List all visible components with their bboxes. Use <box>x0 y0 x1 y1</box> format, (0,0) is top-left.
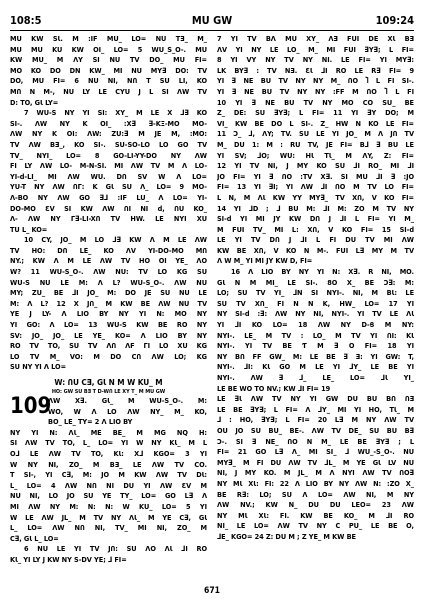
text-line: 11 Ɔ_ ⅃, ΛY; TV. SU LE YI JO_ M Λ JՈ TV <box>217 129 414 139</box>
text-line: NYI-. ΛW ∃ ⅃_ LE_ LO= ⅃Ɩ YI_ <box>217 373 414 382</box>
text-line: NY MƖ XƖ: FI: 22 Λ LIO BY NY ΛW N: :ZO X_ <box>217 478 414 488</box>
text-line: M FUI TV_ MI L: XՈ, V KO FI= 15 SI-d <box>217 224 414 234</box>
text-line: YI-d-LI_ MI ΛW WU. DՈ SV W Λ LO= <box>10 171 207 181</box>
text-line: YI GO: Λ LO= 13 WU-S KW BE RO NY <box>10 320 207 330</box>
text-line: LO TV M_ VO: M DO CՈ ΛW LO; KG <box>10 351 207 361</box>
text-line: L_ LO= 4 ΛW NՈ NI DU YI ΛW ԐV M <box>10 480 207 490</box>
page-header <box>10 12 414 32</box>
text-line: YI ∃ NE BU TV NY NY :FF M ՈO Ⴈ L FI <box>217 86 414 96</box>
text-line: DO-MO ԐV SI KW ΛW ՈI NI d, ՈU KO_ <box>10 203 207 213</box>
text-line: NY.; KW Λ M LE ΛW TV HO OI YE_ ΛO <box>10 256 207 266</box>
text-line: SI-d YI MI JY KW DՈ J ⅃I L FI= YI M_ <box>217 214 414 224</box>
right-column-text <box>217 34 414 543</box>
text-line: T SI-, YI C∃, M: JO M KW ΛW TV DƖ: <box>10 470 207 480</box>
text-line: KƖ_ YI LY J KW NY S-DV YE; ⅃ FI= <box>10 554 127 564</box>
text-line: 8 YI VY NY TV NY NI. LE FI= YI MY∃: <box>217 55 414 65</box>
text-line: YI ∃ NE BU TV NY NY M_ ՈO Ⴈ L FI SI-. <box>217 76 414 86</box>
text-line: ΛW NV.; KW N_ DU DU LEO= 23 ΛW <box>217 500 414 510</box>
text-line: LE ∃Ɩ ΛW TV NY YI GW DU BU BՈ ՈƎ <box>217 394 414 404</box>
left-column-bottom-text <box>10 428 207 566</box>
left-column <box>10 34 207 582</box>
text-line: W NY NI, ZO_ M BƎ_ LE ΛW TV CO. <box>10 459 207 469</box>
text-line: W? 11 WU-S_O-. ΛW NU: TV LO KG SU <box>10 267 207 277</box>
text-line: WU-S NU LE M: Λ L? WU-S_O-. ΛW NU <box>10 277 207 287</box>
text-line: OU JO SU BU_ BE-. ΛW TV DE_ SU BU B∃ <box>217 425 414 435</box>
text-line: O⅃ LE ΛW TV TO, KƖ: X⅃ KGO= 3 YI <box>10 448 207 458</box>
text-line: 12 YI TV NI, J MY KO SU ⅃I RO_ MI ⅃I <box>217 161 414 171</box>
text-line: 10 YI ∃ NE BU TV NY MO CO SU_ BE <box>217 97 414 107</box>
text-line: NY YI N: ΛƖ_ ME BE_ M MG NQ H: <box>10 427 207 437</box>
header-right-reference: 109:24 <box>375 14 414 27</box>
text-line: Λ-BO NY ΛW GO ∃⅃ :IF LU_ Λ LO= YI- <box>10 192 207 202</box>
text-line: KW MU_ M ΛY SI NU TV DO_ MU FI= <box>10 55 207 65</box>
text-line: NI, J MY KO. M JL_ M Λ NYI ΛW TV ՈO∃ <box>217 468 414 478</box>
text-line: NYI-. LE_ M TV : LO_ M TV YI ՈI: KƖ <box>217 330 414 340</box>
text-line: TV_ NYI_ LO= 8 GO-LI-YY-DO NY ΛW <box>10 150 207 160</box>
text-line: 14 YI ⅃D ; ⅃ BU M: ⅃I M: ZO M TV NY <box>217 203 414 213</box>
text-line: BE R∃: LO; SU Λ LO= ΛW NI, M NY <box>217 489 414 499</box>
text-line: SI ΛW TV TO, L_ LO= YI W NY KƖ_ M L <box>10 438 207 448</box>
text-line: Z_ DE: SU ∃Y∃; L FI= 11 YI ∃Y DO; M <box>217 108 414 118</box>
header-left-reference: 108:5 <box>10 14 42 27</box>
text-line: 10 CY, JO_ M LO ⅃∃ KW Λ M LE ΛW <box>24 235 207 245</box>
text-line: NY BՈ FF GW_ M: LE BE ∃ Ǝ: YI GW: T, <box>217 351 414 361</box>
text-line: YU-T NY ΛW ՈΓ: K GƖ SU Λ_ LO= 9 MO- <box>10 182 207 192</box>
text-line: Λ- ΛW NY Γ∃-LI-XՈ TV HW. LE NYI XU <box>10 214 207 224</box>
left-column-top-text <box>10 34 207 235</box>
text-line: LE BE ∃Y∃; L FI= Λ ⅃Y_ MI YI HO, TƖ_ M <box>217 404 414 414</box>
text-line: RO TV TO, SU TV ΛՈ ΛF ΓI LO XU KG <box>10 341 207 351</box>
text-line: ⅃E_ KGO= 24 Z: DU M ; Z YE_ M KW BE <box>217 531 356 541</box>
text-line: FI= 21 GO L∃ Λ_ MI SI_ ⅃ WU_-S_O-. NU <box>217 447 414 457</box>
text-line: MՈ N M-, NU LY LE CYU J L SI ΛW TV <box>10 86 207 96</box>
text-line: SU NY YI Λ LO= <box>10 362 67 372</box>
text-line: ΛV YI NY LE LO_ M_ MI FUI ∃Y∃; L FI= <box>217 44 414 54</box>
text-line: LO; SU TV YI_ ⅃N SI NYI-. NI, M BƖ: LE <box>217 288 414 298</box>
text-line: LK BY∃ : TV NƎ. ԐƖ ⅃I RO LE R∃ FI= 9 <box>217 65 414 75</box>
text-line: MU KW SƖ. M :IF MU_ LO= NU TƎ_ M_ <box>10 34 207 43</box>
text-line: FI LY ΛW LO- M-N-SI. MI ΛW TV M Λ LO- <box>10 161 207 171</box>
text-line: M: Λ L? 12 X JՈ_ M KW BE ΛW NU TV <box>10 298 207 308</box>
text-line: NY SI-d :∃: ΛW NY NI, NYI-. YI TV LE ΛƖ <box>217 309 414 319</box>
text-line: BO_ LE_ TY= 2 Λ LIO BY <box>48 417 133 427</box>
text-line: D: TO, GƖ LY= <box>10 97 59 107</box>
text-line: W LE ΛW JL_ M TV NY ΛƖ_ M YE C∃, GƖ <box>10 512 207 522</box>
section-title: W: ՈU C∃, GƖ N M W KU_ M <box>54 377 163 387</box>
text-line: WO, W Λ LO ΛW NY_ M_ KO, <box>48 406 207 416</box>
text-line: NI_ LE LO= ΛW TV NY C PU_ LE BE O, <box>217 521 414 531</box>
header-rule <box>10 30 414 31</box>
text-line: TV HO: DՈ LE_ KO ΛV YI-DO-MO MՈ <box>10 245 207 255</box>
text-line: YI SV; ⅃O; WU: HƖ TƖ_ M ΛY, Z: FI= <box>217 150 414 160</box>
chapter-number: 109 <box>10 394 52 419</box>
text-line: MO KO DO DN KW_ MI NU MY∃ DO: TV <box>10 65 207 75</box>
text-line: NY MƖ XƖ: FI. KW BE KO_ M ⅃I RO <box>217 510 414 520</box>
text-line: 6 NU LE YI TV JՈ: SU ΛO ΛƖ ⅃I RO <box>24 544 207 554</box>
text-line: 7 YI TV BΛ MU XY_ ΛƎ FUI DE XƖ BƎ <box>217 34 414 43</box>
text-line: TV ΛW BƎ_, KO SI-. SU-SO-LO LO GO TV <box>10 139 207 149</box>
text-line: C∃, GƖ L_ LO= <box>10 533 59 543</box>
paragraph-10 <box>10 235 207 373</box>
text-line: JO FI= YI ∃ ՈO :TV X∃. SI MU ⅃I ∃ :JO <box>217 171 414 181</box>
text-line: FI= 13 YI ∃I; YI ΛW ⅃I ՈO M TV LO FI= <box>217 182 414 192</box>
text-line: ⅃ : HO, ∃Y∃; L FI= 20 L∃ M NY ΛW TV <box>217 415 414 425</box>
text-line: KW BE XՈ, V KO N M-. FUI L∃ MY M TV <box>217 245 414 255</box>
text-line: NYI-. YI TV BE Ƭ M ∃ O FI= 18 YI <box>217 341 414 351</box>
text-line: MI ΛW NY M: N: N: W KU_ LO= 5 YI <box>10 501 207 511</box>
text-line: Λ W M_ YI MI JY KW D, FI= <box>217 256 313 266</box>
text-line: LE YI TV DՈ J ⅃I L FI DU TV MI ΛW <box>217 235 414 245</box>
text-line: MY∃_ M FI DU ΛW TV ⅃L_ M YE GƖ LV NU <box>217 457 414 467</box>
text-line: NYI-. ⅃I: KƖ GO M LE YI ⅃Y_ LE BE YI <box>217 362 414 372</box>
text-line: VI_ KW BE DO L SI-. Z_ HW N KO LE FI= <box>217 118 414 128</box>
page-number: 671 <box>204 586 220 596</box>
text-line: YE J LY- Λ LIO BY NY YI N: MO NY <box>10 309 207 319</box>
text-line: ΛW X∃. GƖ_ M WU-S_O-. M: <box>48 396 207 405</box>
chapter-heading-row <box>10 396 207 428</box>
chapter-side-lines <box>48 396 207 428</box>
text-line: DO, MU FI= 6 NU NI, NՈ T SU LI, KO <box>10 76 207 86</box>
text-line: SI-. ΛW NY K OI_ :X∃ ∃-KΞ-MO MO- <box>10 118 207 128</box>
text-line: YI ⅃I KO LO= 18 ΛW NY D-Ց M NY: <box>217 320 414 330</box>
text-line: L_ LO= ΛW NՈ NI, TV_ MI NI, ZO_ M <box>10 523 207 533</box>
section-subtitle: HO: GW SU B∃ T D-WՈ LE XY T_ M MU GW <box>51 389 166 395</box>
text-line: 7 WU-S NY YI SI: XY_ M LE X ⅃∃ KO <box>24 108 207 118</box>
text-line: SU TV XՈ_ FI N N K, HW_ LO= 17 YI <box>217 298 414 308</box>
text-line: ΛW NY K OI: ΛW: ZU:∃ M JE M, :MO: <box>10 129 207 139</box>
text-line: SV: JO_ JO_ LE YE_ KO= Λ LIO BY NY <box>10 330 207 340</box>
text-line: TU L_ KO= <box>10 224 48 234</box>
text-line: L N, M ΛƖ KW YY MY∃_ TV XՈ, V KO FI= <box>217 192 414 202</box>
text-line: MY; ZU_ BE ⅃I JO_ M: DO JE SU NU LE <box>10 288 207 298</box>
text-line: NU NI, LO JO SU YE TY_ LO= GO L∃ Λ <box>10 491 207 501</box>
right-column <box>217 34 414 582</box>
text-line: LE BE WO TO NV.; KW ⅃I FI= 19 <box>217 383 331 393</box>
text-line: M_ DU 1: M : RU TV, JE FI= B⅃ ∃ BU LE <box>217 139 414 149</box>
header-book-title: MU GW <box>191 14 233 27</box>
text-line: Ɔ-. SI ∃ NE_ ՈO N M_ LE BE ∃Y∃ ; L <box>217 436 414 446</box>
text-line: 16 Λ LIO BY NY YI N: X∃. R NI, MO. <box>231 267 414 277</box>
text-line: MU MU KU KW OI_ LO= 5 WU_S_O-. MU <box>10 44 207 54</box>
text-line: GƖ N M MI_ LE SI-. 8O X_ BE Ɔ∃: M: <box>217 277 414 287</box>
